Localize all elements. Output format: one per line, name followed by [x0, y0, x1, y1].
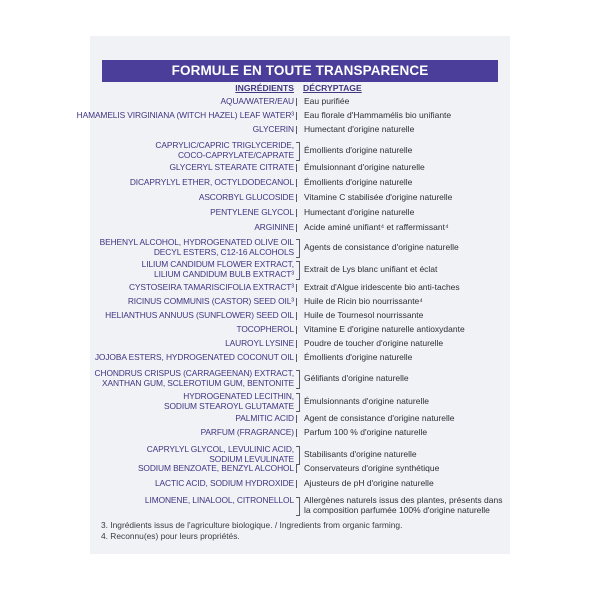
- row-bracket: [296, 415, 297, 423]
- ingredient-line: CAPRYLYL GLYCOL, LEVULINIC ACID,: [146, 444, 294, 454]
- ingredient-name: [145, 496, 294, 506]
- ingredient-line: COCO-CAPRYLATE/CAPRATE: [177, 149, 294, 160]
- description-line: la composition parfumée 100% d'origine naturelle: [304, 504, 490, 515]
- row-bracket: [296, 312, 297, 320]
- page-title: FORMULE EN TOUTE TRANSPARENCE: [102, 60, 498, 82]
- ingredient-line: BEHENYL ALCOHOL, HYDROGENATED OLIVE OIL: [99, 237, 294, 247]
- ingredient-line: GLYCERYL STEARATE CITRATE: [169, 162, 294, 172]
- row-bracket: [296, 298, 297, 306]
- ingredient-line: CHONDRUS CRISPUS (CARRAGEENAN) EXTRACT,: [94, 368, 294, 378]
- row-bracket: [296, 164, 297, 172]
- description-line: Conservateurs d'origine synthétique: [304, 463, 440, 473]
- ingredient-line: JOJOBA ESTERS, HYDROGENATED COCONUT OIL: [94, 352, 294, 362]
- ingredient-name: [237, 325, 294, 335]
- row-bracket: [296, 98, 297, 106]
- ingredient-line: DECYL ESTERS, C12-16 ALCOHOLS: [153, 246, 294, 257]
- ingredient-name: [210, 208, 294, 218]
- ingredient-line: HYDROGENATED LECITHIN,: [183, 391, 294, 401]
- description-line: Agent de consistance d'origine naturelle: [304, 413, 455, 423]
- ingredient-line: HELIANTHUS ANNUUS (SUNFLOWER) SEED OIL: [105, 310, 294, 320]
- row-bracket: [296, 340, 297, 348]
- ingredient-line: LAUROYL LYSINE: [225, 338, 294, 348]
- description-line: Agents de consistance d'origine naturelle: [304, 241, 459, 252]
- description-line: Vitamine C stabilisée d'origine naturelle: [304, 192, 453, 202]
- description-line: Ajusteurs de pH d'origine naturelle: [304, 478, 434, 488]
- ingredient-description: [304, 428, 427, 438]
- description-line: Poudre de toucher d'origine naturelle: [304, 338, 444, 348]
- ingredient-description: [304, 208, 414, 218]
- ingredient-line: PENTYLENE GLYCOL: [210, 207, 294, 217]
- ingredient-name: [147, 445, 294, 464]
- ingredient-line: PARFUM (FRAGRANCE): [200, 427, 294, 437]
- ingredients-header: INGRÉDIENTS: [235, 83, 294, 93]
- row-bracket: [296, 284, 297, 292]
- ingredient-line: DICAPRYLYL ETHER, OCTYLDODECANOL: [129, 177, 294, 187]
- ingredient-name: [199, 193, 294, 203]
- ingredient-description: [304, 397, 429, 407]
- description-line: Émollients d'origine naturelle: [304, 177, 413, 187]
- row-bracket: [296, 354, 297, 362]
- ingredient-line: RICINUS COMMUNIS (CASTOR) SEED OIL³: [127, 296, 294, 306]
- description-line: Émulsionnants d'origine naturelle: [304, 395, 429, 406]
- row-bracket: [296, 261, 300, 281]
- row-bracket: [296, 239, 300, 259]
- ingredient-description: [304, 111, 451, 121]
- ingredient-name: [155, 479, 294, 489]
- ingredient-description: [304, 325, 465, 335]
- footnote-organic: 3. Ingrédients issus de l'agriculture biologique. / Ingredients from organic farming.: [101, 520, 403, 530]
- ingredient-line: ASCORBYL GLUCOSIDE: [198, 192, 294, 202]
- ingredient-description: [304, 163, 425, 173]
- ingredient-line: SODIUM LEVULINATE: [209, 453, 294, 464]
- row-bracket: [296, 126, 297, 134]
- row-bracket: [296, 480, 297, 488]
- description-line: Huile de Ricin bio nourrissante⁴: [304, 296, 423, 306]
- row-bracket: [296, 497, 300, 517]
- ingredient-description: [304, 223, 449, 233]
- description-line: Émulsionnant d'origine naturelle: [304, 162, 425, 172]
- ingredient-description: [304, 464, 439, 474]
- description-line: Gélifiants d'origine naturelle: [304, 372, 409, 383]
- ingredient-description: [304, 496, 502, 515]
- ingredient-description: [304, 243, 459, 253]
- ingredient-description: [304, 265, 437, 275]
- row-bracket: [296, 209, 297, 217]
- ingredient-description: [304, 479, 434, 489]
- ingredient-name: [169, 163, 294, 173]
- row-bracket: [296, 179, 297, 187]
- ingredient-line: PALMITIC ACID: [235, 413, 294, 423]
- ingredient-name: [95, 353, 294, 363]
- ingredient-line: LACTIC ACID, SODIUM HYDROXIDE: [154, 478, 294, 488]
- ingredient-name: [254, 223, 294, 233]
- description-line: Parfum 100 % d'origine naturelle: [304, 427, 428, 437]
- description-line: Émollients d'origine naturelle: [304, 144, 413, 155]
- ingredient-name: [138, 464, 294, 474]
- ingredient-name: [235, 414, 294, 424]
- ingredient-name: [164, 392, 294, 411]
- ingredient-name: [77, 111, 294, 121]
- ingredient-name: [100, 238, 294, 257]
- description-line: Vitamine E d'origine naturelle antioxydante: [304, 324, 465, 334]
- row-bracket: [296, 326, 297, 334]
- description-line: Eau purifiée: [304, 96, 350, 106]
- ingredient-description: [304, 146, 412, 156]
- ingredient-line: LIMONENE, LINALOOL, CITRONELLOL: [144, 495, 294, 505]
- ingredient-description: [304, 97, 349, 107]
- ingredient-name: [128, 297, 294, 307]
- ingredient-line: LILIUM CANDIDUM FLOWER EXTRACT,: [141, 259, 294, 269]
- row-bracket: [296, 393, 300, 413]
- row-bracket: [296, 370, 300, 390]
- ingredient-name: [130, 178, 294, 188]
- ingredient-line: CYSTOSEIRA TAMARISCIFOLIA EXTRACT³: [128, 282, 294, 292]
- ingredient-name: [201, 428, 294, 438]
- description-line: Extrait d'Algue iridescente bio anti-taches: [304, 282, 460, 292]
- row-bracket: [296, 224, 297, 232]
- ingredient-description: [304, 414, 454, 424]
- ingredient-name: [95, 369, 294, 388]
- ingredient-description: [304, 353, 412, 363]
- ingredient-name: [155, 141, 294, 160]
- description-line: Humectant d'origine naturelle: [304, 124, 415, 134]
- ingredient-description: [304, 297, 423, 307]
- ingredient-description: [304, 374, 409, 384]
- ingredient-name: [225, 339, 294, 349]
- ingredient-line: AQUA/WATER/EAU: [220, 96, 294, 106]
- ingredient-line: SODIUM BENZOATE, BENZYL ALCOHOL: [137, 463, 294, 473]
- ingredient-name: [220, 97, 294, 107]
- ingredient-description: [304, 283, 460, 293]
- footnote-recognized: 4. Reconnu(es) pour leurs propriétés.: [101, 530, 240, 541]
- description-line: Extrait de Lys blanc unifiant et éclat: [304, 263, 438, 274]
- ingredient-line: CAPRYLIC/CAPRIC TRIGLYCERIDE,: [155, 140, 294, 150]
- ingredient-name: [253, 125, 294, 135]
- row-bracket: [296, 142, 300, 162]
- row-bracket: [296, 112, 297, 120]
- description-line: Huile de Tournesol nourrissante: [304, 310, 424, 320]
- ingredient-description: [304, 178, 412, 188]
- ingredient-line: ARGININE: [254, 222, 294, 232]
- ingredient-description: [304, 125, 414, 135]
- description-line: Émollients d'origine naturelle: [304, 352, 413, 362]
- row-bracket: [296, 446, 300, 466]
- ingredient-line: LILIUM CANDIDUM BULB EXTRACT³: [154, 268, 294, 279]
- ingredient-description: [304, 450, 417, 460]
- row-bracket: [296, 194, 297, 202]
- ingredient-line: TOCOPHEROL: [236, 324, 294, 334]
- ingredient-line: GLYCERIN: [252, 124, 294, 134]
- decryptage-header: DÉCRYPTAGE: [303, 83, 362, 93]
- row-bracket: [296, 429, 297, 437]
- ingredient-line: XANTHAN GUM, SCLEROTIUM GUM, BENTONITE: [102, 377, 294, 388]
- ingredient-name: [129, 283, 294, 293]
- ingredient-name: [105, 311, 294, 321]
- ingredient-description: [304, 193, 452, 203]
- ingredient-line: HAMAMELIS VIRGINIANA (WITCH HAZEL) LEAF WATER³: [76, 110, 294, 120]
- ingredient-line: SODIUM STEAROYL GLUTAMATE: [164, 400, 294, 411]
- row-bracket: [296, 465, 297, 473]
- description-line: Allergènes naturels issus des plantes, présents dans: [304, 495, 503, 505]
- description-line: Humectant d'origine naturelle: [304, 207, 415, 217]
- description-line: Stabilisants d'origine naturelle: [304, 448, 417, 459]
- ingredient-name: [142, 260, 294, 279]
- ingredient-description: [304, 339, 443, 349]
- ingredient-description: [304, 311, 423, 321]
- description-line: Acide aminé unifiant⁴ et raffermissant⁴: [304, 222, 449, 232]
- description-line: Eau florale d'Hammamélis bio unifiante: [304, 110, 452, 120]
- footnotes: [101, 520, 402, 541]
